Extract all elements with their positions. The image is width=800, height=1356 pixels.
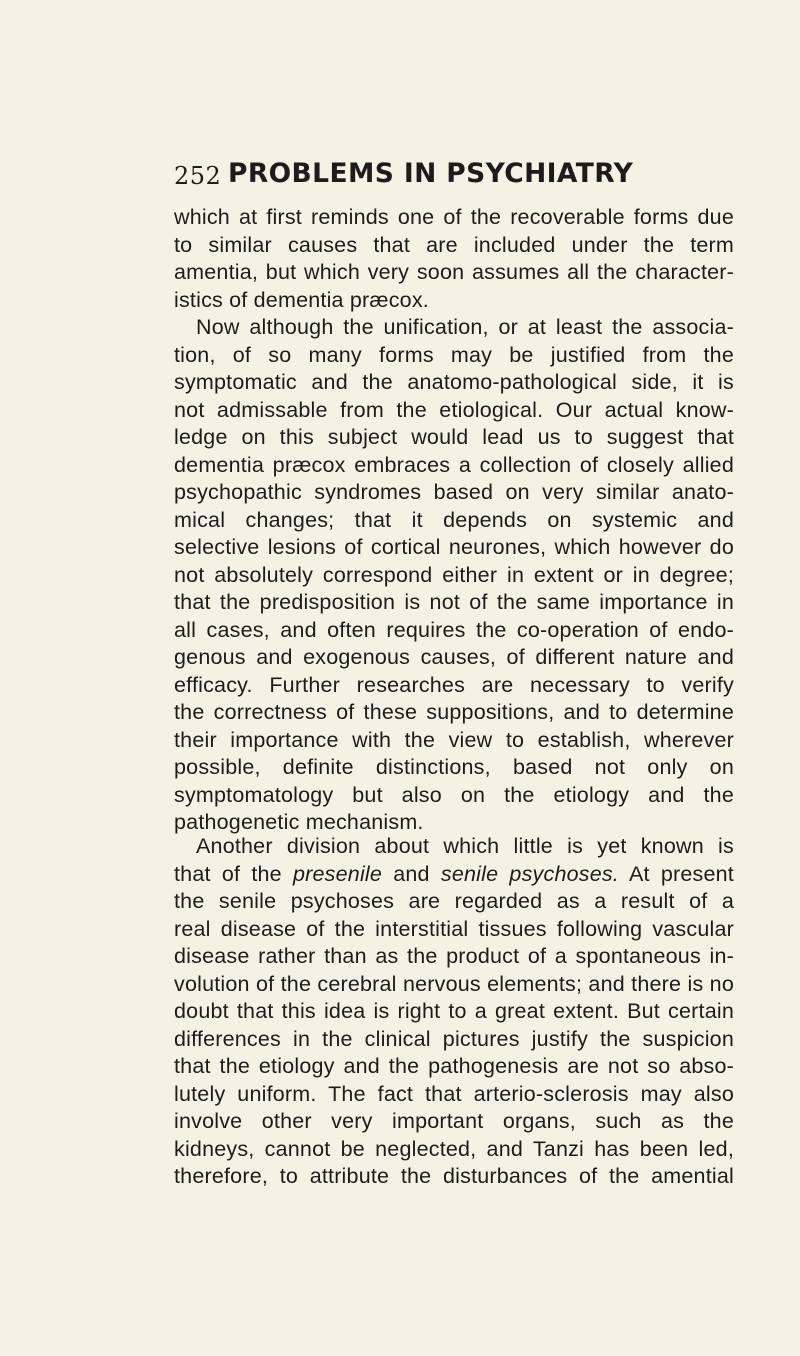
text-line: which at first reminds one of the recoverable forms due <box>174 205 734 229</box>
text-line: ledge on this subject would lead us to suggest that <box>174 425 734 449</box>
text-line: to similar causes that are included under the term <box>174 232 734 257</box>
text-line: all cases, and often requires the co-operation of endo- <box>174 617 734 642</box>
text-line: tion, of so many forms may be justified from the <box>174 342 734 367</box>
text-line: volution of the cerebral nervous elements; and there is no <box>174 971 734 996</box>
text-line: amentia, but which very soon assumes all the character- <box>174 260 734 284</box>
text-line: not absolutely correspond either in extent or in degree; <box>174 562 734 587</box>
text-line: Another division about which little is yet known is <box>196 834 734 858</box>
text-line: efficacy. Further researches are necessary to verify <box>174 672 734 697</box>
text-line: real disease of the interstitial tissues following vascular <box>174 916 734 941</box>
text-line: that the predisposition is not of the same importance in <box>174 590 734 614</box>
text-line: psychopathic syndromes based on very similar anato- <box>174 480 734 504</box>
text-span: that of the <box>174 861 282 886</box>
text-line: doubt that this idea is right to a great extent. But certain <box>174 999 734 1023</box>
text-line: not admissable from the etiological. Our actual know- <box>174 397 734 422</box>
italic-term-presenile: presenile <box>293 861 383 886</box>
text-line: genous and exogenous causes, of different nature and <box>174 645 734 669</box>
paragraph-1 <box>174 204 734 837</box>
text-line: kidneys, cannot be neglected, and Tanzi has been led, <box>174 1136 734 1161</box>
text-line: therefore, to attribute the disturbances of the amential <box>174 1164 734 1188</box>
text-line: disease rather than as the product of a spontaneous in- <box>174 944 734 968</box>
text-line-with-terms <box>174 861 734 889</box>
text-line: dementia præcox embraces a collection of closely allied <box>174 452 734 477</box>
text-line: involve other very important organs, such as the <box>174 1109 734 1133</box>
text-line: selective lesions of cortical neurones, which however do <box>174 535 734 559</box>
paragraph-2 <box>174 833 734 1191</box>
text-line: pathogenetic mechanism. <box>174 810 424 834</box>
page-header <box>174 158 734 194</box>
text-line: symptomatology but also on the etiology and the <box>174 782 734 807</box>
text-span: At present <box>628 861 734 886</box>
text-line: istics of dementia præcox. <box>174 287 429 312</box>
text-line: symptomatic and the anatomo-pathological side, it is <box>174 370 734 394</box>
running-head: PROBLEMS IN PSYCHIATRY <box>228 158 634 189</box>
text-line: Now although the unification, or at least the associa- <box>196 315 734 339</box>
text-line: their importance with the view to establish, wherever <box>174 727 734 752</box>
text-line: lutely uniform. The fact that arterio-sclerosis may also <box>174 1081 734 1106</box>
text-line: the senile psychoses are regarded as a result of a <box>174 889 734 913</box>
text-line: possible, definite distinctions, based not only on <box>174 755 734 779</box>
text-line: mical changes; that it depends on systemic and <box>174 507 734 532</box>
text-line: differences in the clinical pictures justify the suspicion <box>174 1026 734 1051</box>
text-span: and <box>393 861 430 886</box>
text-line: that the etiology and the pathogenesis are not so abso- <box>174 1054 734 1078</box>
italic-term-senile-psychoses: senile psychoses. <box>440 861 619 886</box>
page-number: 252 <box>174 162 222 190</box>
text-line: the correctness of these suppositions, and to determine <box>174 700 734 724</box>
